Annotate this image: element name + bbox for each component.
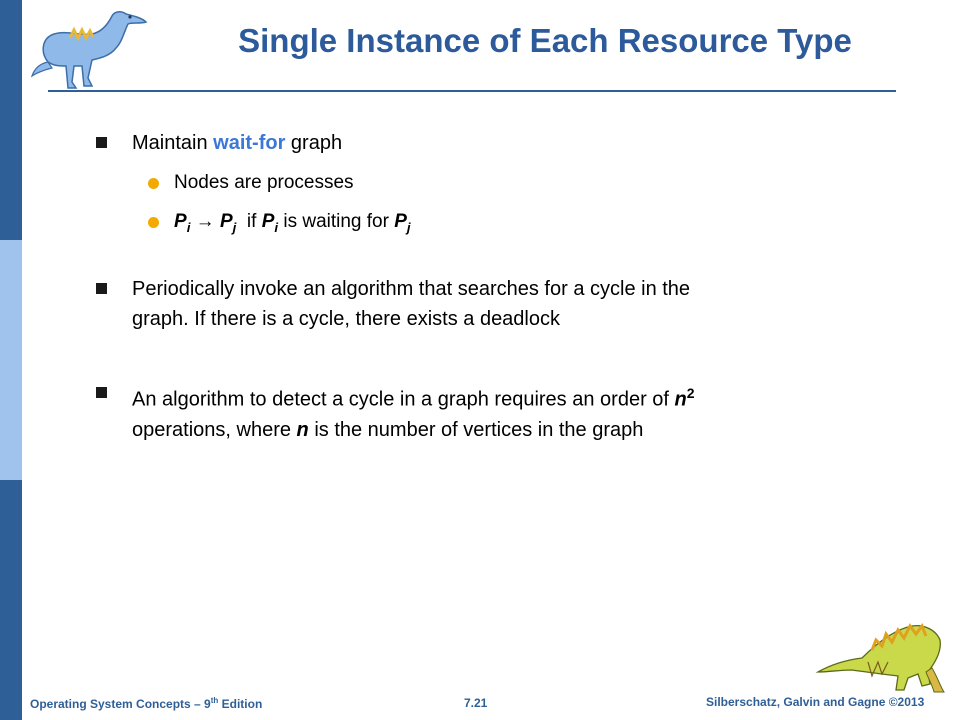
sub-bullet-text: Nodes are processes <box>174 172 354 193</box>
dinosaur-illustration-icon <box>812 612 952 694</box>
left-bar-bottom-segment <box>0 480 22 720</box>
left-bar-middle-segment <box>0 240 22 480</box>
footer-page-number: 7.21 <box>464 696 488 710</box>
arrow-icon: → <box>195 211 215 232</box>
dinosaur-logo-icon <box>30 4 150 92</box>
round-bullet-icon <box>148 178 159 189</box>
bullet-text: Maintain wait-for graph <box>132 132 343 154</box>
square-bullet-icon <box>96 387 107 398</box>
footer-copyright: Silberschatz, Galvin and Gagne ©2013 <box>706 695 925 709</box>
square-bullet-icon <box>96 137 107 148</box>
bullet-text: An algorithm to detect a cycle in a graph requires an order of $n^2$ operations, where n is the number of vertices in the graph <box>132 385 695 441</box>
sub-bullet-text: $P_i \to P_j$ if $P_i$ is waiting for $P_j$ <box>174 211 411 235</box>
bullet-text: Periodically invoke an algorithm that searches for a cycle in the graph. If there is a cycle, there exists a deadlock <box>132 278 691 330</box>
square-bullet-icon <box>96 283 107 294</box>
round-bullet-icon <box>148 217 159 228</box>
footer-book-title: Operating System Concepts – 9th Edition <box>30 696 263 711</box>
slide-title: Single Instance of Each Resource Type <box>238 22 852 59</box>
title-underline-rule <box>48 90 896 92</box>
wait-for-highlight: wait-for <box>213 132 286 154</box>
left-accent-bar <box>0 0 22 720</box>
left-bar-top-segment <box>0 0 22 240</box>
